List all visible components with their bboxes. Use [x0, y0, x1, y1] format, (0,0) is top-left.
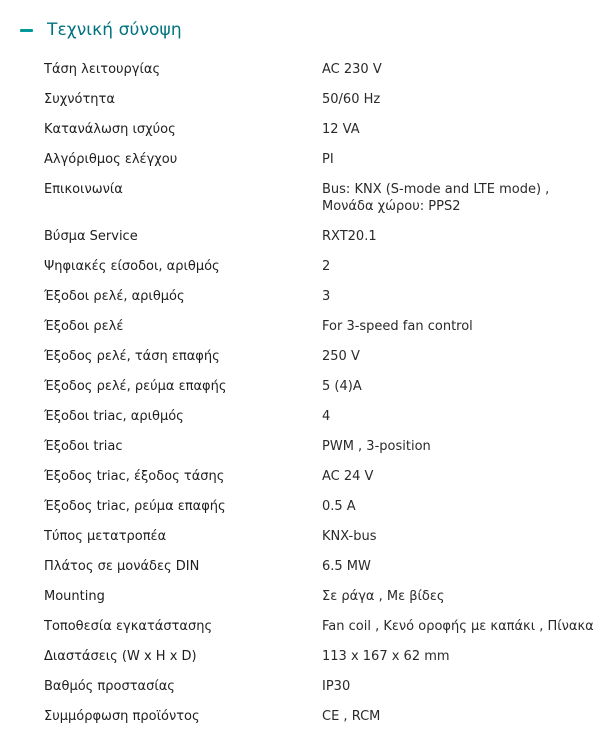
spec-row	[44, 431, 600, 461]
spec-label: Έξοδος ρελέ, τάση επαφής	[44, 349, 220, 364]
spec-row	[44, 114, 600, 144]
spec-label: Έξοδοι ρελέ	[44, 319, 124, 334]
spec-value: 250 V	[322, 349, 360, 364]
spec-row	[44, 144, 600, 174]
spec-value: For 3-speed fan control	[322, 319, 473, 334]
spec-value: 5 (4)A	[322, 379, 362, 394]
spec-label: Έξοδος triac, έξοδος τάσης	[44, 469, 225, 484]
spec-value: 6.5 MW	[322, 559, 371, 574]
spec-value: PI	[322, 152, 334, 167]
spec-value: 3	[322, 289, 331, 304]
spec-value: Bus: KNX (S-mode and LTE mode) , Μονάδα χώρου: PPS2	[322, 182, 550, 214]
spec-table	[44, 54, 600, 731]
spec-row	[44, 54, 600, 84]
spec-row	[44, 521, 600, 551]
section-title: Τεχνική σύνοψη	[47, 20, 182, 40]
spec-row	[44, 641, 600, 671]
spec-label: Βαθμός προστασίας	[44, 679, 175, 694]
spec-label: Συμμόρφωση προϊόντος	[44, 709, 200, 724]
spec-row	[44, 581, 600, 611]
spec-value: 4	[322, 409, 331, 424]
spec-row	[44, 311, 600, 341]
spec-value: 2	[322, 259, 331, 274]
spec-label: Mounting	[44, 589, 105, 604]
spec-label: Έξοδοι triac	[44, 439, 123, 454]
spec-label: Έξοδος triac, ρεύμα επαφής	[44, 499, 226, 514]
spec-row	[44, 611, 600, 641]
spec-label: Διαστάσεις (W x H x D)	[44, 649, 197, 664]
spec-value: Fan coil , Κενό οροφής με καπάκι , Πίνακα	[322, 619, 594, 634]
spec-label: Έξοδος ρελέ, ρεύμα επαφής	[44, 379, 227, 394]
spec-row	[44, 341, 600, 371]
spec-label: Έξοδοι ρελέ, αριθμός	[44, 289, 185, 304]
spec-row	[44, 401, 600, 431]
section-header-toggle[interactable]	[20, 16, 182, 44]
spec-value: 0.5 A	[322, 499, 356, 514]
spec-value: RXT20.1	[322, 229, 377, 244]
spec-value: AC 24 V	[322, 469, 374, 484]
spec-label: Ψηφιακές είσοδοι, αριθμός	[44, 259, 220, 274]
spec-label: Κατανάλωση ισχύος	[44, 122, 176, 137]
spec-label: Συχνότητα	[44, 92, 115, 107]
spec-value: PWM , 3-position	[322, 439, 431, 454]
spec-label: Τοποθεσία εγκατάστασης	[44, 619, 213, 634]
spec-label: Βύσμα Service	[44, 229, 138, 244]
spec-label: Έξοδοι triac, αριθμός	[44, 409, 184, 424]
spec-label: Επικοινωνία	[44, 182, 123, 197]
spec-row	[44, 371, 600, 401]
spec-row	[44, 461, 600, 491]
spec-label: Πλάτος σε μονάδες DIN	[44, 559, 200, 574]
spec-row	[44, 671, 600, 701]
spec-value: 50/60 Hz	[322, 92, 381, 107]
spec-value: CE , RCM	[322, 709, 381, 724]
spec-label: Τύπος μετατροπέα	[44, 529, 167, 544]
spec-value: AC 230 V	[322, 62, 382, 77]
spec-row	[44, 221, 600, 251]
spec-value: Σε ράγα , Με βίδες	[322, 589, 445, 604]
spec-row	[44, 281, 600, 311]
spec-row	[44, 551, 600, 581]
spec-value: KNX-bus	[322, 529, 377, 544]
spec-label: Τάση λειτουργίας	[44, 62, 161, 77]
spec-value: IP30	[322, 679, 351, 694]
spec-row	[44, 491, 600, 521]
minus-icon[interactable]	[20, 29, 33, 32]
spec-row	[44, 84, 600, 114]
spec-value: 113 x 167 x 62 mm	[322, 649, 450, 664]
spec-label: Αλγόριθμος ελέγχου	[44, 152, 178, 167]
spec-value: 12 VA	[322, 122, 360, 137]
spec-row	[44, 174, 600, 221]
spec-row	[44, 701, 600, 731]
spec-row	[44, 251, 600, 281]
